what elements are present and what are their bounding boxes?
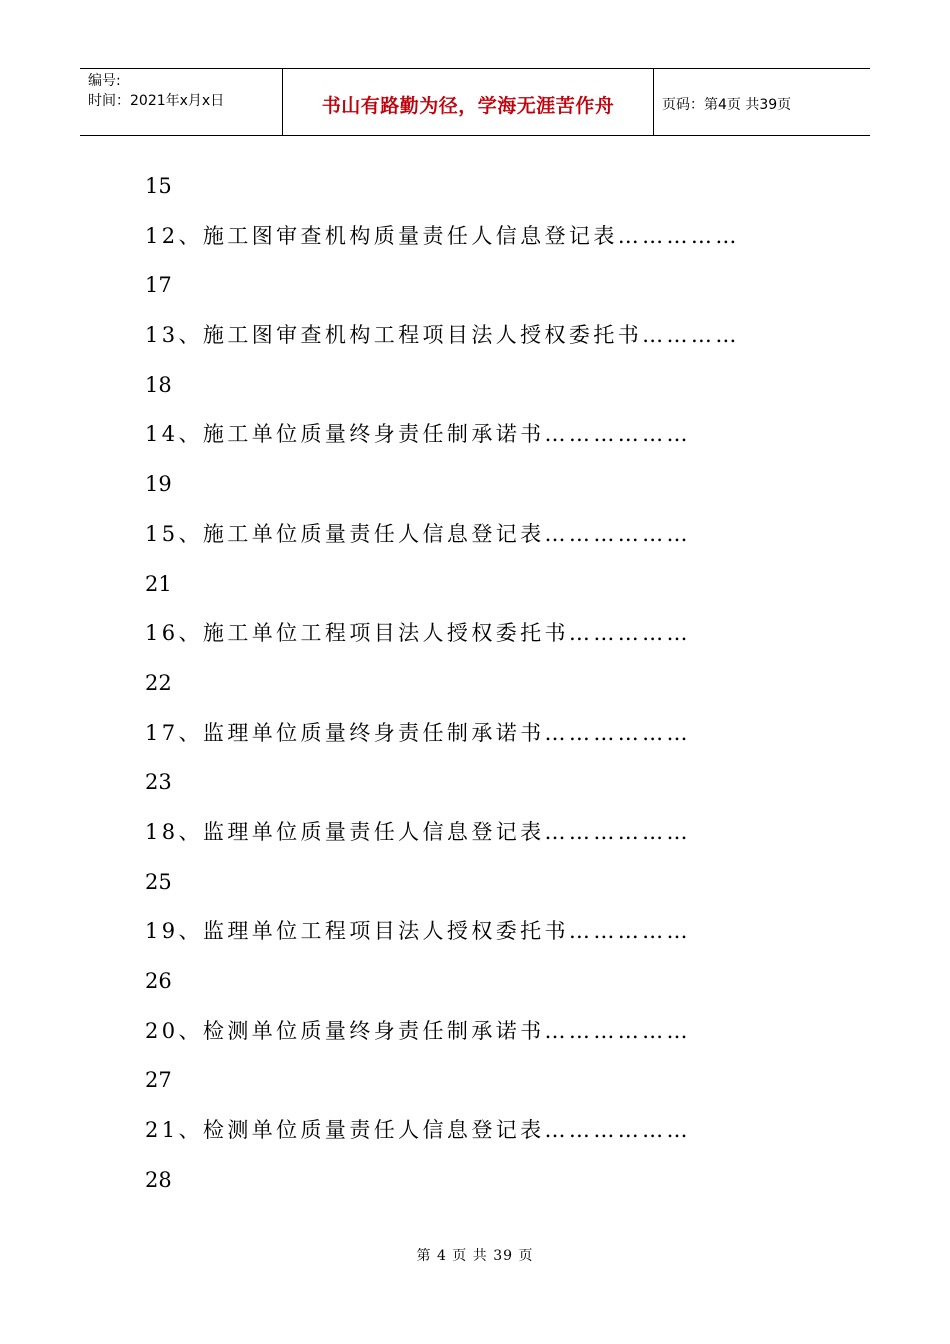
- toc-entry: 14、施工单位质量终身责任制承诺书………………: [145, 422, 691, 447]
- toc-page-number: 15: [145, 174, 172, 198]
- toc-page-number: 19: [145, 472, 172, 497]
- toc-entry: 18、监理单位质量责任人信息登记表………………: [145, 819, 691, 844]
- toc-entry: 19、监理单位工程项目法人授权委托书……………: [145, 919, 691, 944]
- toc-entry: 17、监理单位质量终身责任制承诺书………………: [145, 720, 691, 745]
- toc-page-number: 22: [145, 670, 172, 695]
- document-time-label: 时间：2021年x月x日: [88, 93, 225, 109]
- page-footer: 第 4 页 共 39 页: [416, 1248, 534, 1264]
- toc-page-number: 23: [145, 770, 172, 795]
- document-number-label: 编号:: [88, 73, 121, 89]
- toc-page-number: 26: [145, 969, 172, 993]
- toc-page-number: 25: [145, 869, 172, 894]
- toc-page-number: 27: [145, 1068, 172, 1093]
- toc-entry: 20、检测单位质量终身责任制承诺书………………: [145, 1018, 691, 1043]
- toc-page-number: 18: [145, 372, 172, 397]
- toc-entry: 13、施工图审查机构工程项目法人授权委托书…………: [145, 323, 740, 348]
- toc-page-number: 28: [145, 1167, 172, 1192]
- toc-entry: 21、检测单位质量责任人信息登记表………………: [145, 1118, 691, 1143]
- toc-page-number: 17: [145, 273, 172, 298]
- toc-entry: 16、施工单位工程项目法人授权委托书……………: [145, 621, 691, 646]
- toc-entry: 15、施工单位质量责任人信息登记表………………: [145, 521, 691, 546]
- header-page-info: 页码：第4页 共39页: [662, 97, 792, 113]
- toc-page-number: 21: [145, 571, 172, 596]
- header-meta: [80, 69, 282, 135]
- toc-entry: 12、施工图审查机构质量责任人信息登记表……………: [145, 223, 740, 248]
- table-of-contents: [145, 166, 815, 1209]
- document-header: [80, 68, 870, 136]
- header-motto: 书山有路勤为径，学海无涯苦作舟: [282, 69, 654, 135]
